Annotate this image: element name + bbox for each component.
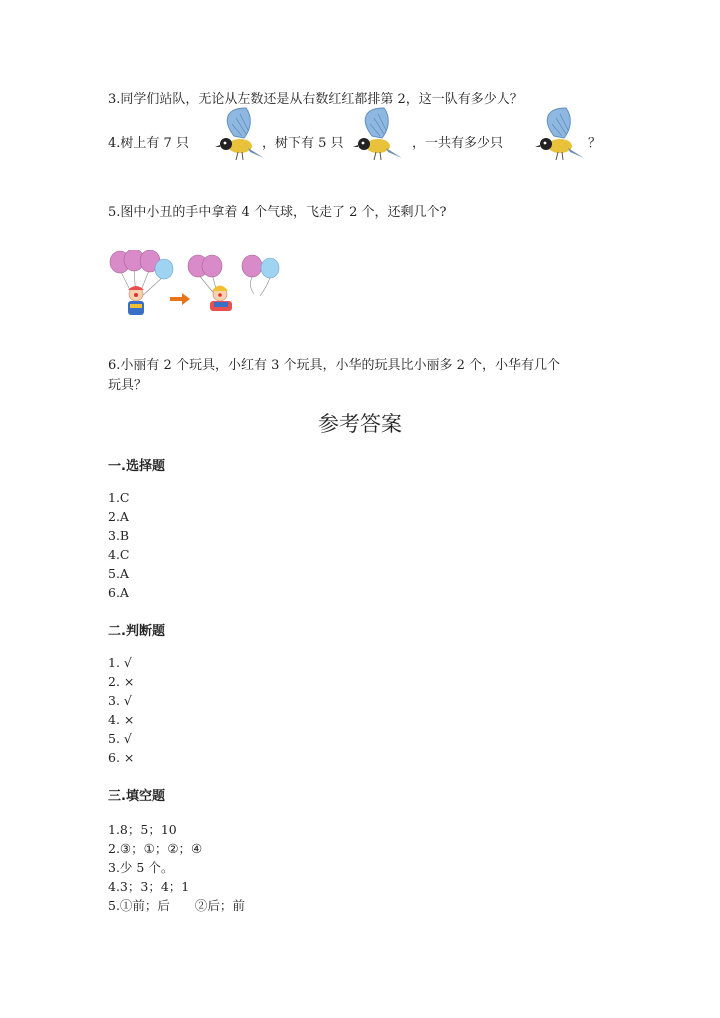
answer-item: 4.3；3；4；1 (108, 879, 190, 894)
answer-item: 3.B (108, 528, 130, 543)
question-4-part4: ？ (588, 136, 602, 151)
answer-item: 1.8；5；10 (108, 822, 177, 837)
question-3: 3.同学们站队，无论从左数还是从右数红红都排第 2，这一队有多少人？ (108, 92, 523, 107)
answer-item: 2.A (108, 509, 129, 524)
bird-icon (532, 106, 586, 164)
answer-item: 6.A (108, 585, 129, 600)
clown-balloons-icon (104, 250, 286, 322)
answer-item: 2.③；①；②；④ (108, 841, 203, 856)
answer-item: 3.少 5 个。 (108, 860, 174, 875)
section-heading-fill-blank: 三.填空题 (108, 789, 165, 804)
bird-icon (212, 106, 266, 164)
question-4-part3: ，一共有多少只 (412, 136, 504, 151)
section-heading-judgment: 二.判断题 (108, 624, 165, 639)
answer-item: 4. × (108, 712, 135, 727)
answer-item: 3. √ (108, 693, 132, 708)
bird-icon (350, 106, 404, 164)
answer-item: 6. × (108, 750, 135, 765)
question-5: 5.图中小丑的手中拿着 4 个气球，飞走了 2 个，还剩几个? (108, 205, 447, 220)
answer-item: 5. √ (108, 731, 132, 746)
answer-item: 5.①前；后 ②后；前 (108, 898, 245, 913)
answer-item: 5.A (108, 566, 129, 581)
answer-item: 1. √ (108, 655, 132, 670)
question-4-part1: 4.树上有 7 只 (108, 136, 189, 151)
answer-item: 1.C (108, 490, 130, 505)
answer-item: 2. × (108, 674, 135, 689)
question-4-part2: ，树下有 5 只 (262, 136, 344, 151)
question-6-line2: 玩具？ (108, 378, 148, 393)
question-6-line1: 6.小丽有 2 个玩具，小红有 3 个玩具，小华的玩具比小丽多 2 个，小华有几个 (108, 358, 561, 373)
section-heading-choice: 一.选择题 (108, 459, 165, 474)
answers-title: 参考答案 (318, 412, 402, 436)
answer-item: 4.C (108, 547, 130, 562)
